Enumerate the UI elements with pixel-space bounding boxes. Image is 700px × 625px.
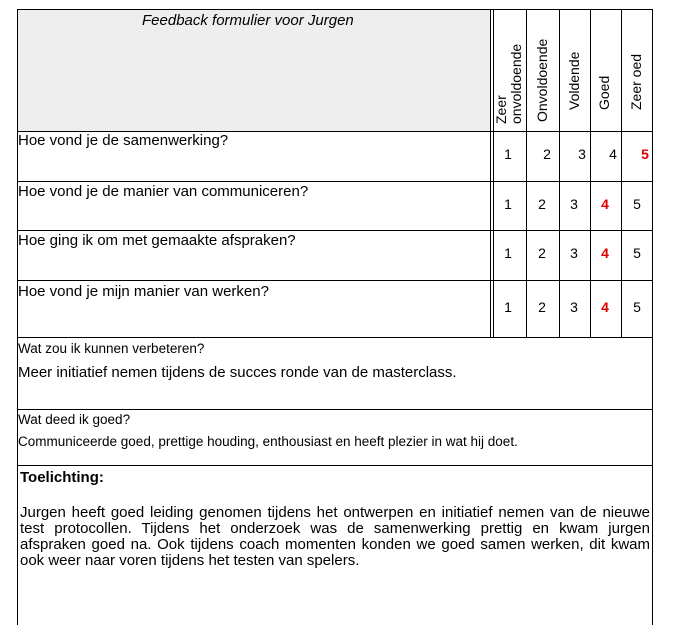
score-option-selected[interactable]: 4 [601, 245, 609, 261]
score-option[interactable]: 2 [538, 299, 546, 315]
score-option-selected[interactable]: 4 [601, 196, 609, 212]
grid-line [652, 9, 653, 625]
score-option[interactable]: 1 [504, 196, 512, 212]
grid-line [490, 9, 491, 337]
score-option[interactable]: 4 [609, 146, 617, 162]
question-text: Hoe vond je mijn manier van werken? [18, 283, 269, 300]
score-option[interactable]: 2 [538, 196, 546, 212]
score-option[interactable]: 3 [578, 146, 586, 162]
grid-line [621, 9, 622, 337]
grid-line [17, 465, 653, 466]
score-option[interactable]: 1 [504, 245, 512, 261]
question-text: Hoe vond je de samenwerking? [18, 132, 229, 149]
grid-line [559, 9, 560, 337]
improve-answer[interactable]: Meer initiatief nemen tijdens de succes ronde van de masterclass. [18, 364, 457, 381]
scale-header-very-poor: Zeer onvoldoende [493, 43, 524, 124]
grid-line [17, 9, 653, 10]
grid-line [17, 280, 653, 281]
good-answer[interactable]: Communiceerde goed, prettige houding, enthousiast en heeft plezier in wat hij doet. [18, 434, 518, 449]
grid-line [17, 9, 18, 625]
score-option-selected[interactable]: 4 [601, 299, 609, 315]
score-option[interactable]: 3 [570, 245, 578, 261]
score-option[interactable]: 5 [633, 245, 641, 261]
improve-label: Wat zou ik kunnen verbeteren? [18, 341, 205, 356]
grid-line [17, 337, 653, 338]
form-title: Feedback formulier voor Jurgen [142, 12, 354, 29]
score-option[interactable]: 3 [570, 299, 578, 315]
score-option[interactable]: 1 [504, 146, 512, 162]
score-option[interactable]: 1 [504, 299, 512, 315]
score-option[interactable]: 5 [633, 196, 641, 212]
explanation-label: Toelichting: [20, 469, 104, 486]
grid-line [17, 230, 653, 231]
score-option-selected[interactable]: 5 [641, 146, 649, 162]
grid-line [590, 9, 591, 337]
grid-line [17, 181, 653, 182]
scale-header-poor: Onvoldoende [534, 38, 550, 122]
score-option[interactable]: 2 [543, 146, 551, 162]
scale-header-very-good: Zeer oed [628, 53, 644, 110]
grid-line [17, 409, 653, 410]
score-option[interactable]: 5 [633, 299, 641, 315]
score-option[interactable]: 2 [538, 245, 546, 261]
scale-header-good: Goed [596, 75, 612, 110]
scale-header-sufficient: Voldende [566, 51, 582, 110]
question-text: Hoe ging ik om met gemaakte afspraken? [18, 232, 296, 249]
good-label: Wat deed ik goed? [18, 412, 131, 427]
explanation-text[interactable]: Jurgen heeft goed leiding genomen tijdens het ontwerpen en initiatief nemen van de nieuwe test protocollen. Tijdens het onderzoek was de samenwerking prettig en kwam jurgen afspraken goed na. Ook tijdens coach momenten konden we goed samen werken, dit kwam ook weer naar voren tijdens het testen van spelers. [20, 504, 650, 569]
grid-line [526, 9, 527, 337]
question-text: Hoe vond je de manier van communiceren? [18, 183, 309, 200]
score-option[interactable]: 3 [570, 196, 578, 212]
